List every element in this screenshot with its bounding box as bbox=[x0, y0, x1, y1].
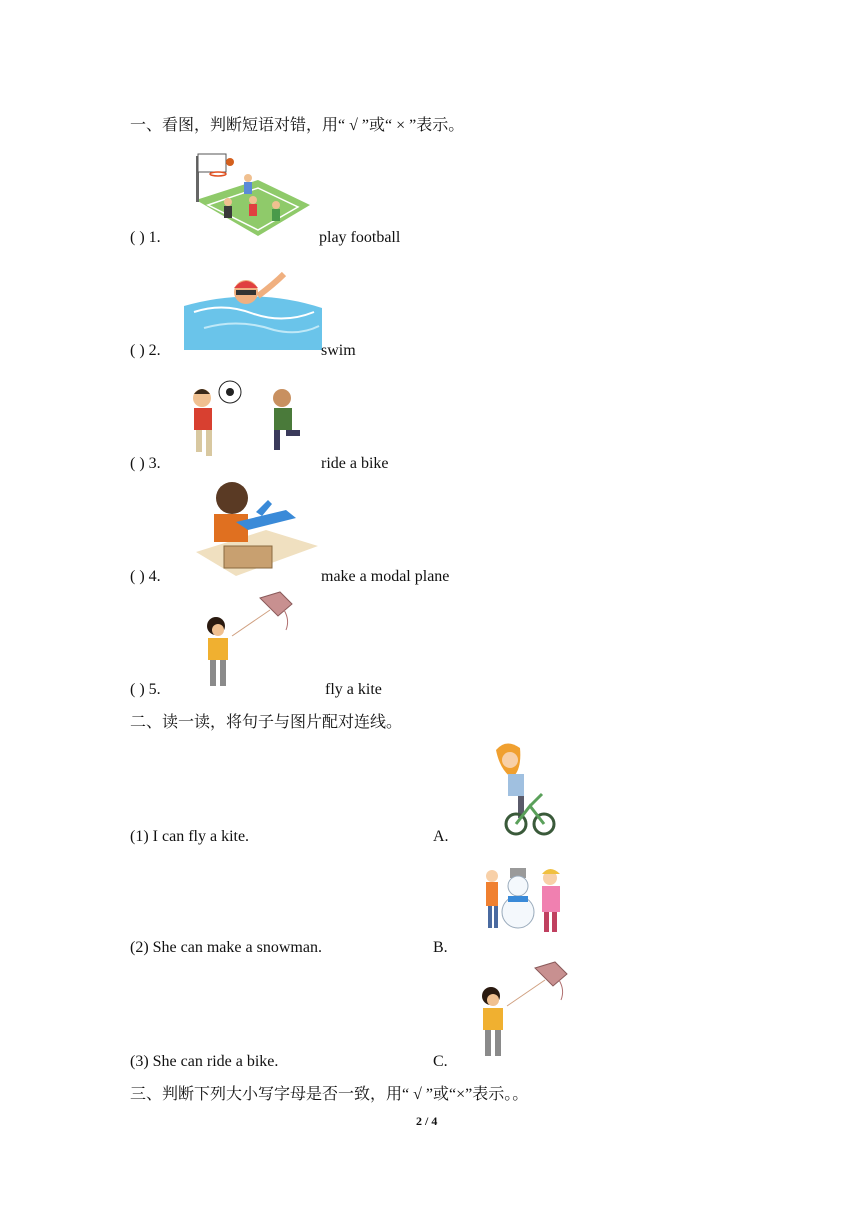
bike-girl-picture bbox=[492, 740, 556, 836]
item-3-phrase: ride a bike bbox=[321, 455, 389, 472]
option-a: A. bbox=[433, 828, 449, 845]
item-5-phrase: fly a kite bbox=[325, 681, 382, 698]
snowman-picture bbox=[480, 866, 572, 938]
sentence-3: (3) She can ride a bike. bbox=[130, 1053, 279, 1070]
page-number: 2 / 4 bbox=[416, 1114, 438, 1128]
swimmer-picture bbox=[184, 266, 322, 350]
item-4-label: ( ) 4. bbox=[130, 568, 161, 585]
option-c: C. bbox=[433, 1053, 448, 1070]
section-2-title: 二、读一读，将句子与图片配对连线。 bbox=[130, 714, 403, 731]
sentence-1: (1) I can fly a kite. bbox=[130, 828, 250, 845]
kite-girl-picture-option-c bbox=[475, 960, 583, 1064]
kite-girl-picture bbox=[200, 590, 308, 694]
item-4-phrase: make a modal plane bbox=[321, 568, 450, 585]
option-b: B. bbox=[433, 939, 448, 956]
basketball-picture bbox=[188, 150, 313, 238]
boys-football-picture bbox=[182, 376, 324, 468]
section-3-title: 三、判断下列大小写字母是否一致，用“ √ ”或“×”表示。。 bbox=[130, 1086, 529, 1103]
item-1-phrase: play football bbox=[319, 229, 401, 246]
item-2-phrase: swim bbox=[321, 342, 356, 359]
item-5-label: ( ) 5. bbox=[130, 681, 161, 698]
section-1-title: 一、看图，判断短语对错，用“ √ ”或“ × ”表示。 bbox=[130, 117, 465, 134]
item-1-label: ( ) 1. bbox=[130, 229, 161, 246]
model-plane-picture bbox=[196, 476, 320, 582]
item-2-label: ( ) 2. bbox=[130, 342, 161, 359]
sentence-2: (2) She can make a snowman. bbox=[130, 939, 322, 956]
item-3-label: ( ) 3. bbox=[130, 455, 161, 472]
